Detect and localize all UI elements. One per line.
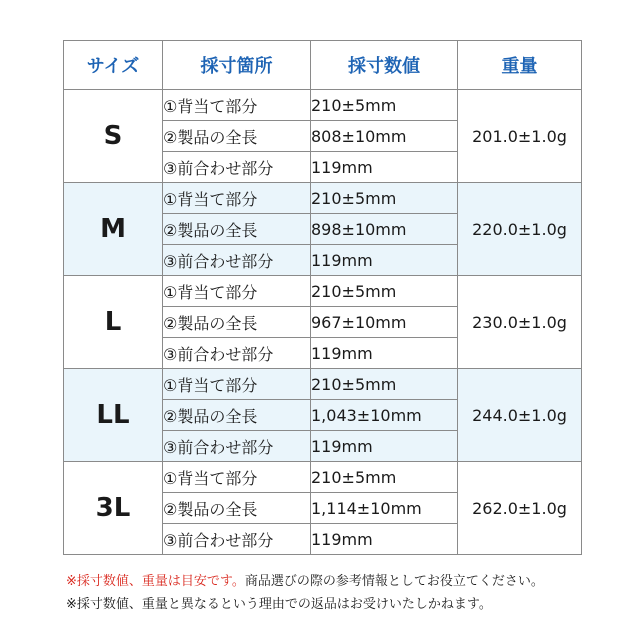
part-label: ②製品の全長 — [163, 400, 311, 431]
table-row — [64, 462, 582, 493]
measurement-value: 210±5mm — [311, 183, 458, 214]
table-row — [64, 183, 582, 214]
part-label: ③前合わせ部分 — [163, 431, 311, 462]
part-label: ③前合わせ部分 — [163, 245, 311, 276]
header-size: サイズ — [64, 41, 163, 90]
note-line-2: ※採寸数値、重量と異なるという理由での返品はお受けいたしかねます。 — [66, 597, 492, 612]
size-label: 3L — [64, 462, 163, 555]
part-label: ①背当て部分 — [163, 276, 311, 307]
measurement-value: 119mm — [311, 524, 458, 555]
measurement-value: 967±10mm — [311, 307, 458, 338]
note-line-1 — [66, 570, 544, 593]
weight-value: 244.0±1.0g — [458, 369, 582, 462]
part-label: ①背当て部分 — [163, 183, 311, 214]
weight-value: 220.0±1.0g — [458, 183, 582, 276]
table-row — [64, 276, 582, 307]
weight-value: 230.0±1.0g — [458, 276, 582, 369]
header-value: 採寸数値 — [311, 41, 458, 90]
note-line-1-text: 商品選びの際の参考情報としてお役立てください。 — [244, 574, 544, 589]
measurement-value: 1,043±10mm — [311, 400, 458, 431]
measurement-value: 808±10mm — [311, 121, 458, 152]
weight-value: 201.0±1.0g — [458, 90, 582, 183]
measurement-value: 1,114±10mm — [311, 493, 458, 524]
part-label: ②製品の全長 — [163, 214, 311, 245]
part-label: ①背当て部分 — [163, 462, 311, 493]
table-body — [64, 90, 582, 555]
size-table — [63, 40, 582, 555]
part-label: ②製品の全長 — [163, 493, 311, 524]
size-label: M — [64, 183, 163, 276]
table-row — [64, 90, 582, 121]
measurement-value: 210±5mm — [311, 276, 458, 307]
size-label: L — [64, 276, 163, 369]
part-label: ①背当て部分 — [163, 90, 311, 121]
header-weight: 重量 — [458, 41, 582, 90]
size-label: S — [64, 90, 163, 183]
measurement-value: 119mm — [311, 245, 458, 276]
part-label: ③前合わせ部分 — [163, 524, 311, 555]
header-row — [64, 41, 582, 90]
part-label: ②製品の全長 — [163, 307, 311, 338]
measurement-value: 898±10mm — [311, 214, 458, 245]
part-label: ③前合わせ部分 — [163, 152, 311, 183]
size-label: LL — [64, 369, 163, 462]
notes — [66, 570, 544, 616]
table-row — [64, 369, 582, 400]
part-label: ②製品の全長 — [163, 121, 311, 152]
part-label: ①背当て部分 — [163, 369, 311, 400]
measurement-value: 119mm — [311, 431, 458, 462]
measurement-value: 119mm — [311, 152, 458, 183]
header-part: 採寸箇所 — [163, 41, 311, 90]
note-emphasis: ※採寸数値、重量は目安です。 — [66, 574, 245, 589]
measurement-value: 210±5mm — [311, 369, 458, 400]
weight-value: 262.0±1.0g — [458, 462, 582, 555]
part-label: ③前合わせ部分 — [163, 338, 311, 369]
measurement-value: 119mm — [311, 338, 458, 369]
measurement-value: 210±5mm — [311, 462, 458, 493]
measurement-value: 210±5mm — [311, 90, 458, 121]
